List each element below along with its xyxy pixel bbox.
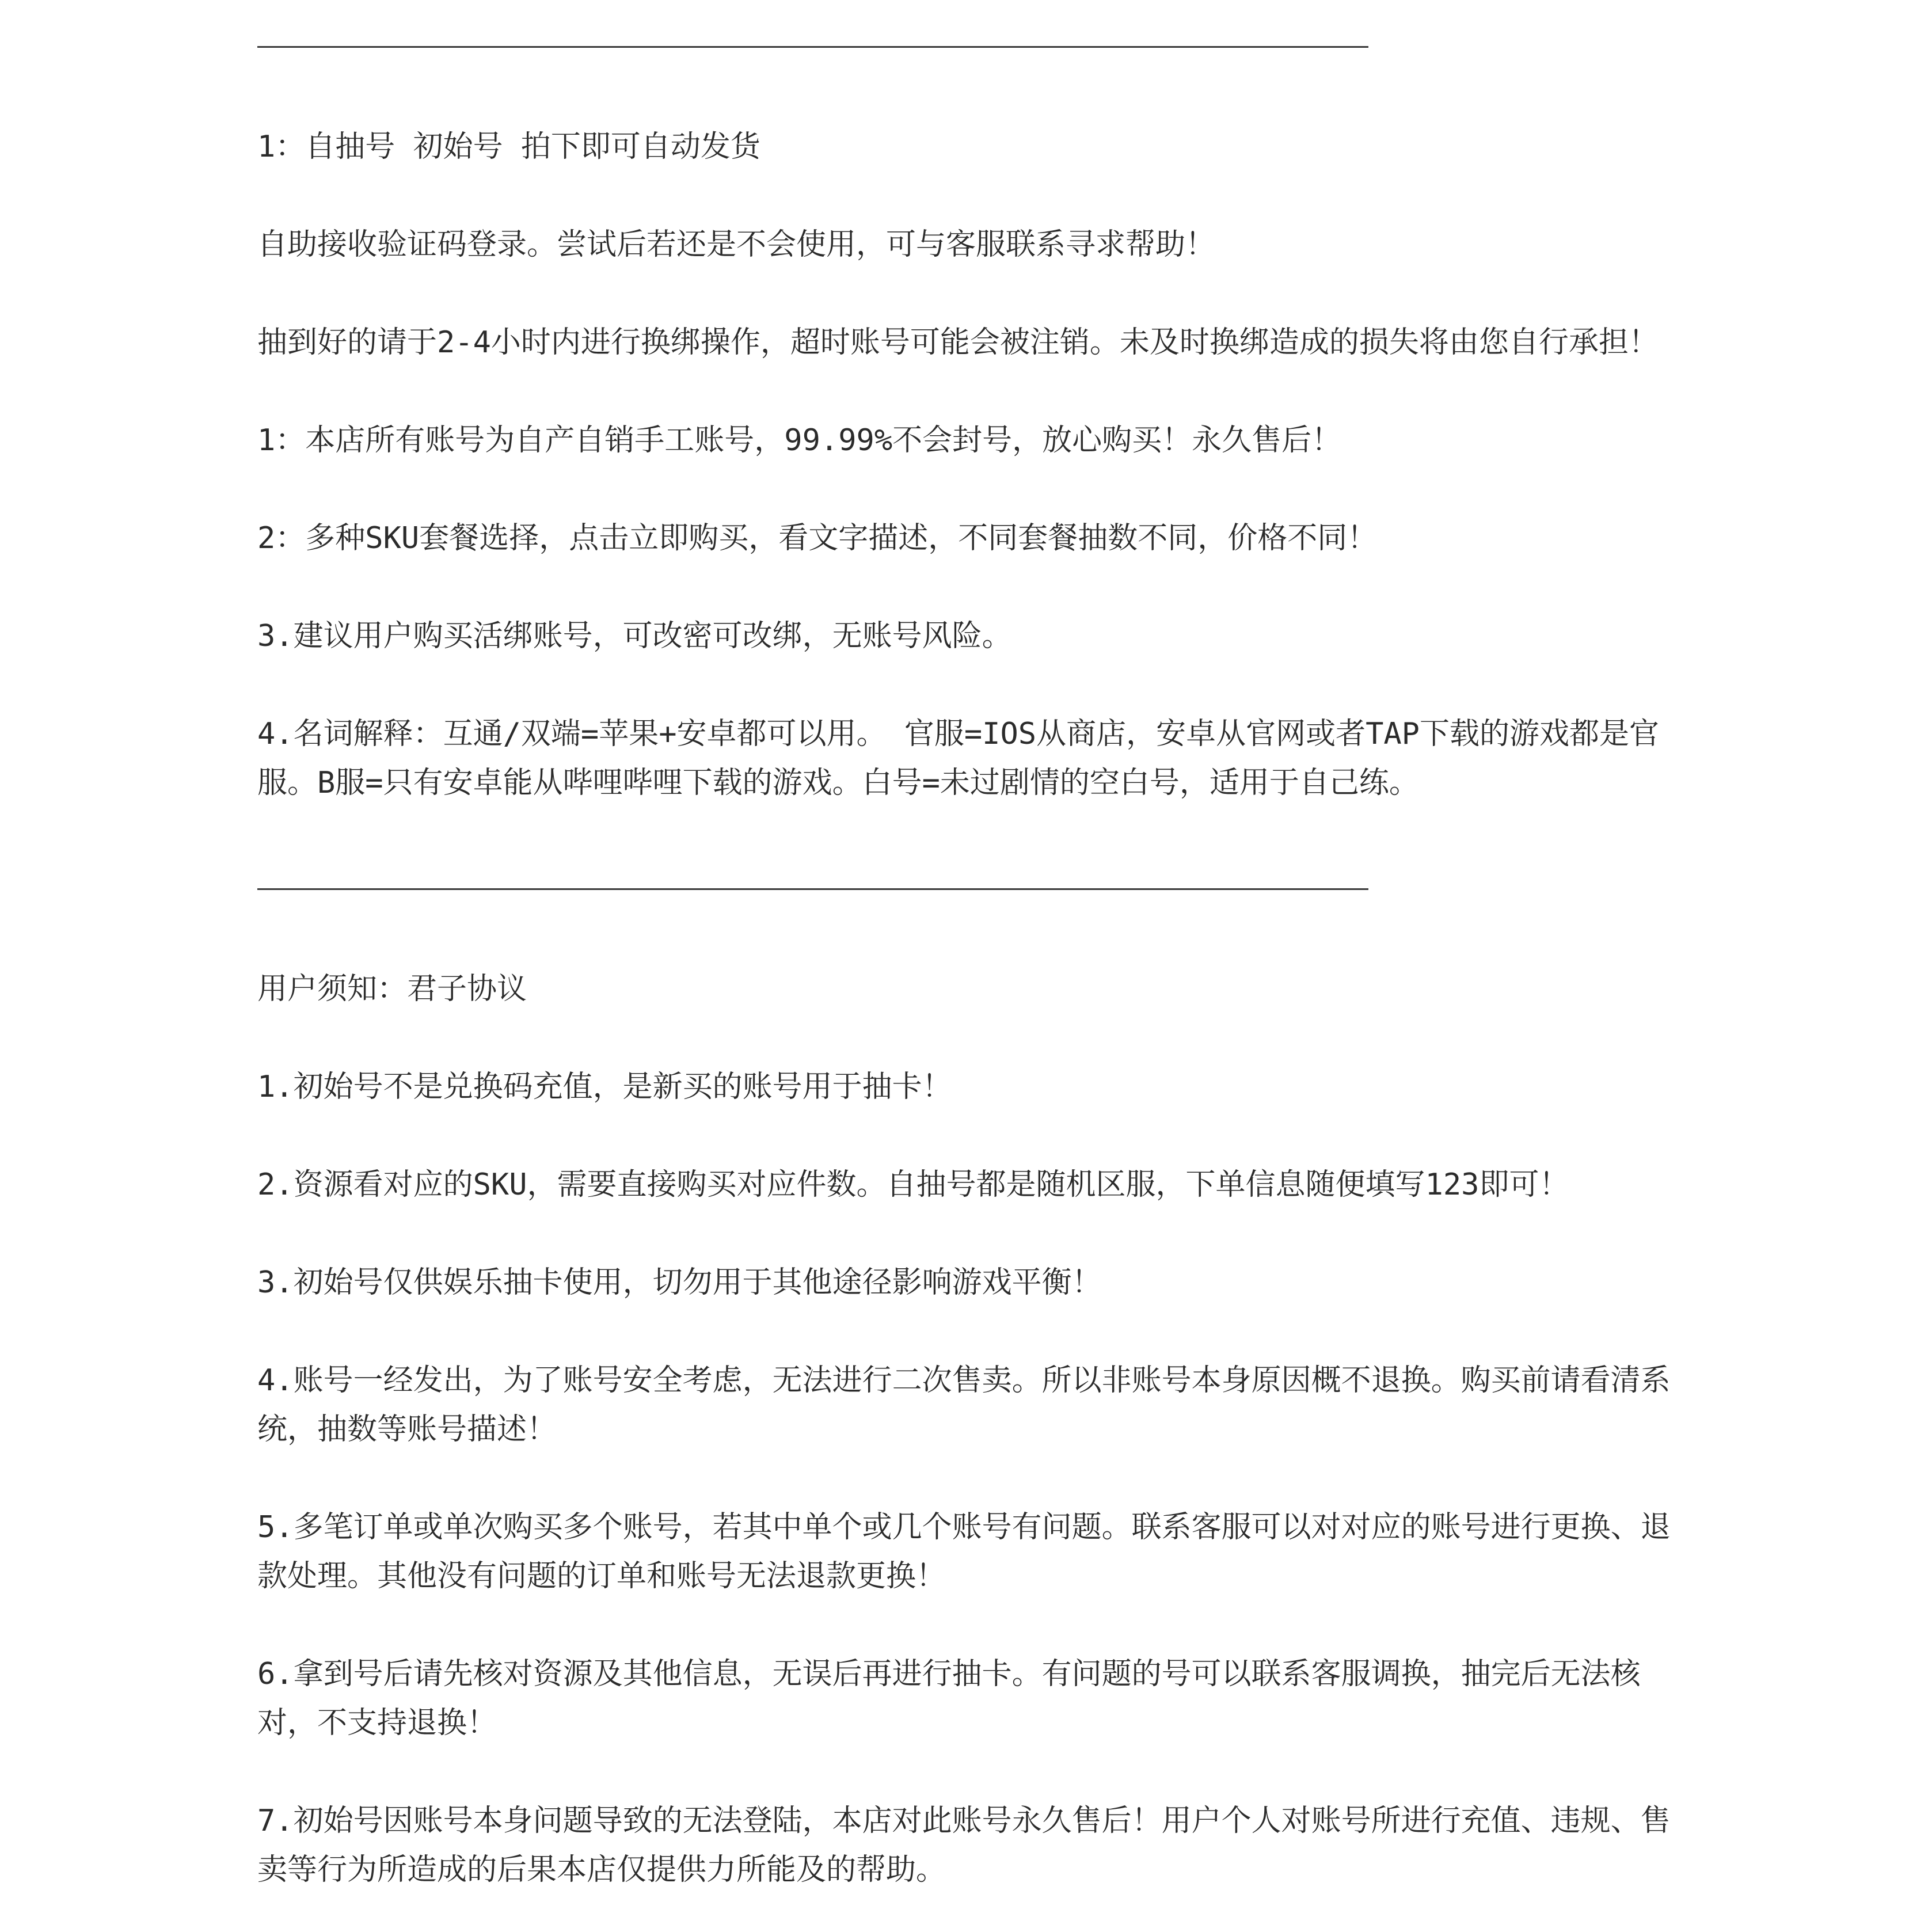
section1-paragraph-1: 自助接收验证码登录。尝试后若还是不会使用，可与客服联系寻求帮助！: [257, 227, 1216, 262]
notice-item-6: 6.拿到号后请先核对资源及其他信息，无误后再进行抽卡。有问题的号可以联系客服调换，抽完后无法核对，不支持退换！: [257, 1657, 1641, 1740]
document-page: [257, 0, 1697, 1895]
section1-paragraph-2: 抽到好的请于2-4小时内进行换绑操作，超时账号可能会被注销。未及时换绑造成的损失将由您自行承担！: [257, 325, 1659, 360]
notice-item-5: 5.多笔订单或单次购买多个账号，若其中单个或几个账号有问题。联系客服可以对对应的账号进行更换、退款处理。其他没有问题的订单和账号无法退款更换！: [257, 1510, 1671, 1593]
section2-heading: 用户须知：君子协议: [257, 972, 527, 1006]
section1-paragraph-5: 3.建议用户购买活绑账号，可改密可改绑，无账号风险。: [257, 619, 1012, 653]
divider-middle: [257, 888, 1368, 890]
section1-paragraph-6: 4.名词解释：互通/双端=苹果+安卓都可以用。 官服=IOS从商店，安卓从官网或者TAP下载的游戏都是官服。B服=只有安卓能从哔哩哔哩下载的游戏。白号=未过剧情的空白号，适用于自己练。: [257, 717, 1659, 800]
section1-heading: 1：自抽号 初始号 拍下即可自动发货: [257, 130, 760, 164]
notice-item-4: 4.账号一经发出，为了账号安全考虑，无法进行二次售卖。所以非账号本身原因概不退换。购买前请看清系统，抽数等账号描述！: [257, 1363, 1671, 1447]
section1-paragraph-4: 2：多种SKU套餐选择，点击立即购买，看文字描述，不同套餐抽数不同，价格不同！: [257, 521, 1378, 556]
notice-item-2: 2.资源看对应的SKU，需要直接购买对应件数。自抽号都是随机区服，下单信息随便填写123即可！: [257, 1167, 1569, 1202]
notice-item-3: 3.初始号仅供娱乐抽卡使用，切勿用于其他途径影响游戏平衡！: [257, 1265, 1102, 1300]
notice-item-1: 1.初始号不是兑换码充值，是新买的账号用于抽卡！: [257, 1070, 952, 1104]
divider-top: [257, 46, 1368, 48]
notice-item-7: 7.初始号因账号本身问题导致的无法登陆，本店对此账号永久售后！用户个人对账号所进行充值、违规、售卖等行为所造成的后果本店仅提供力所能及的帮助。: [257, 1804, 1671, 1887]
section1-paragraph-3: 1：本店所有账号为自产自销手工账号，99.99%不会封号，放心购买！永久售后！: [257, 423, 1342, 458]
